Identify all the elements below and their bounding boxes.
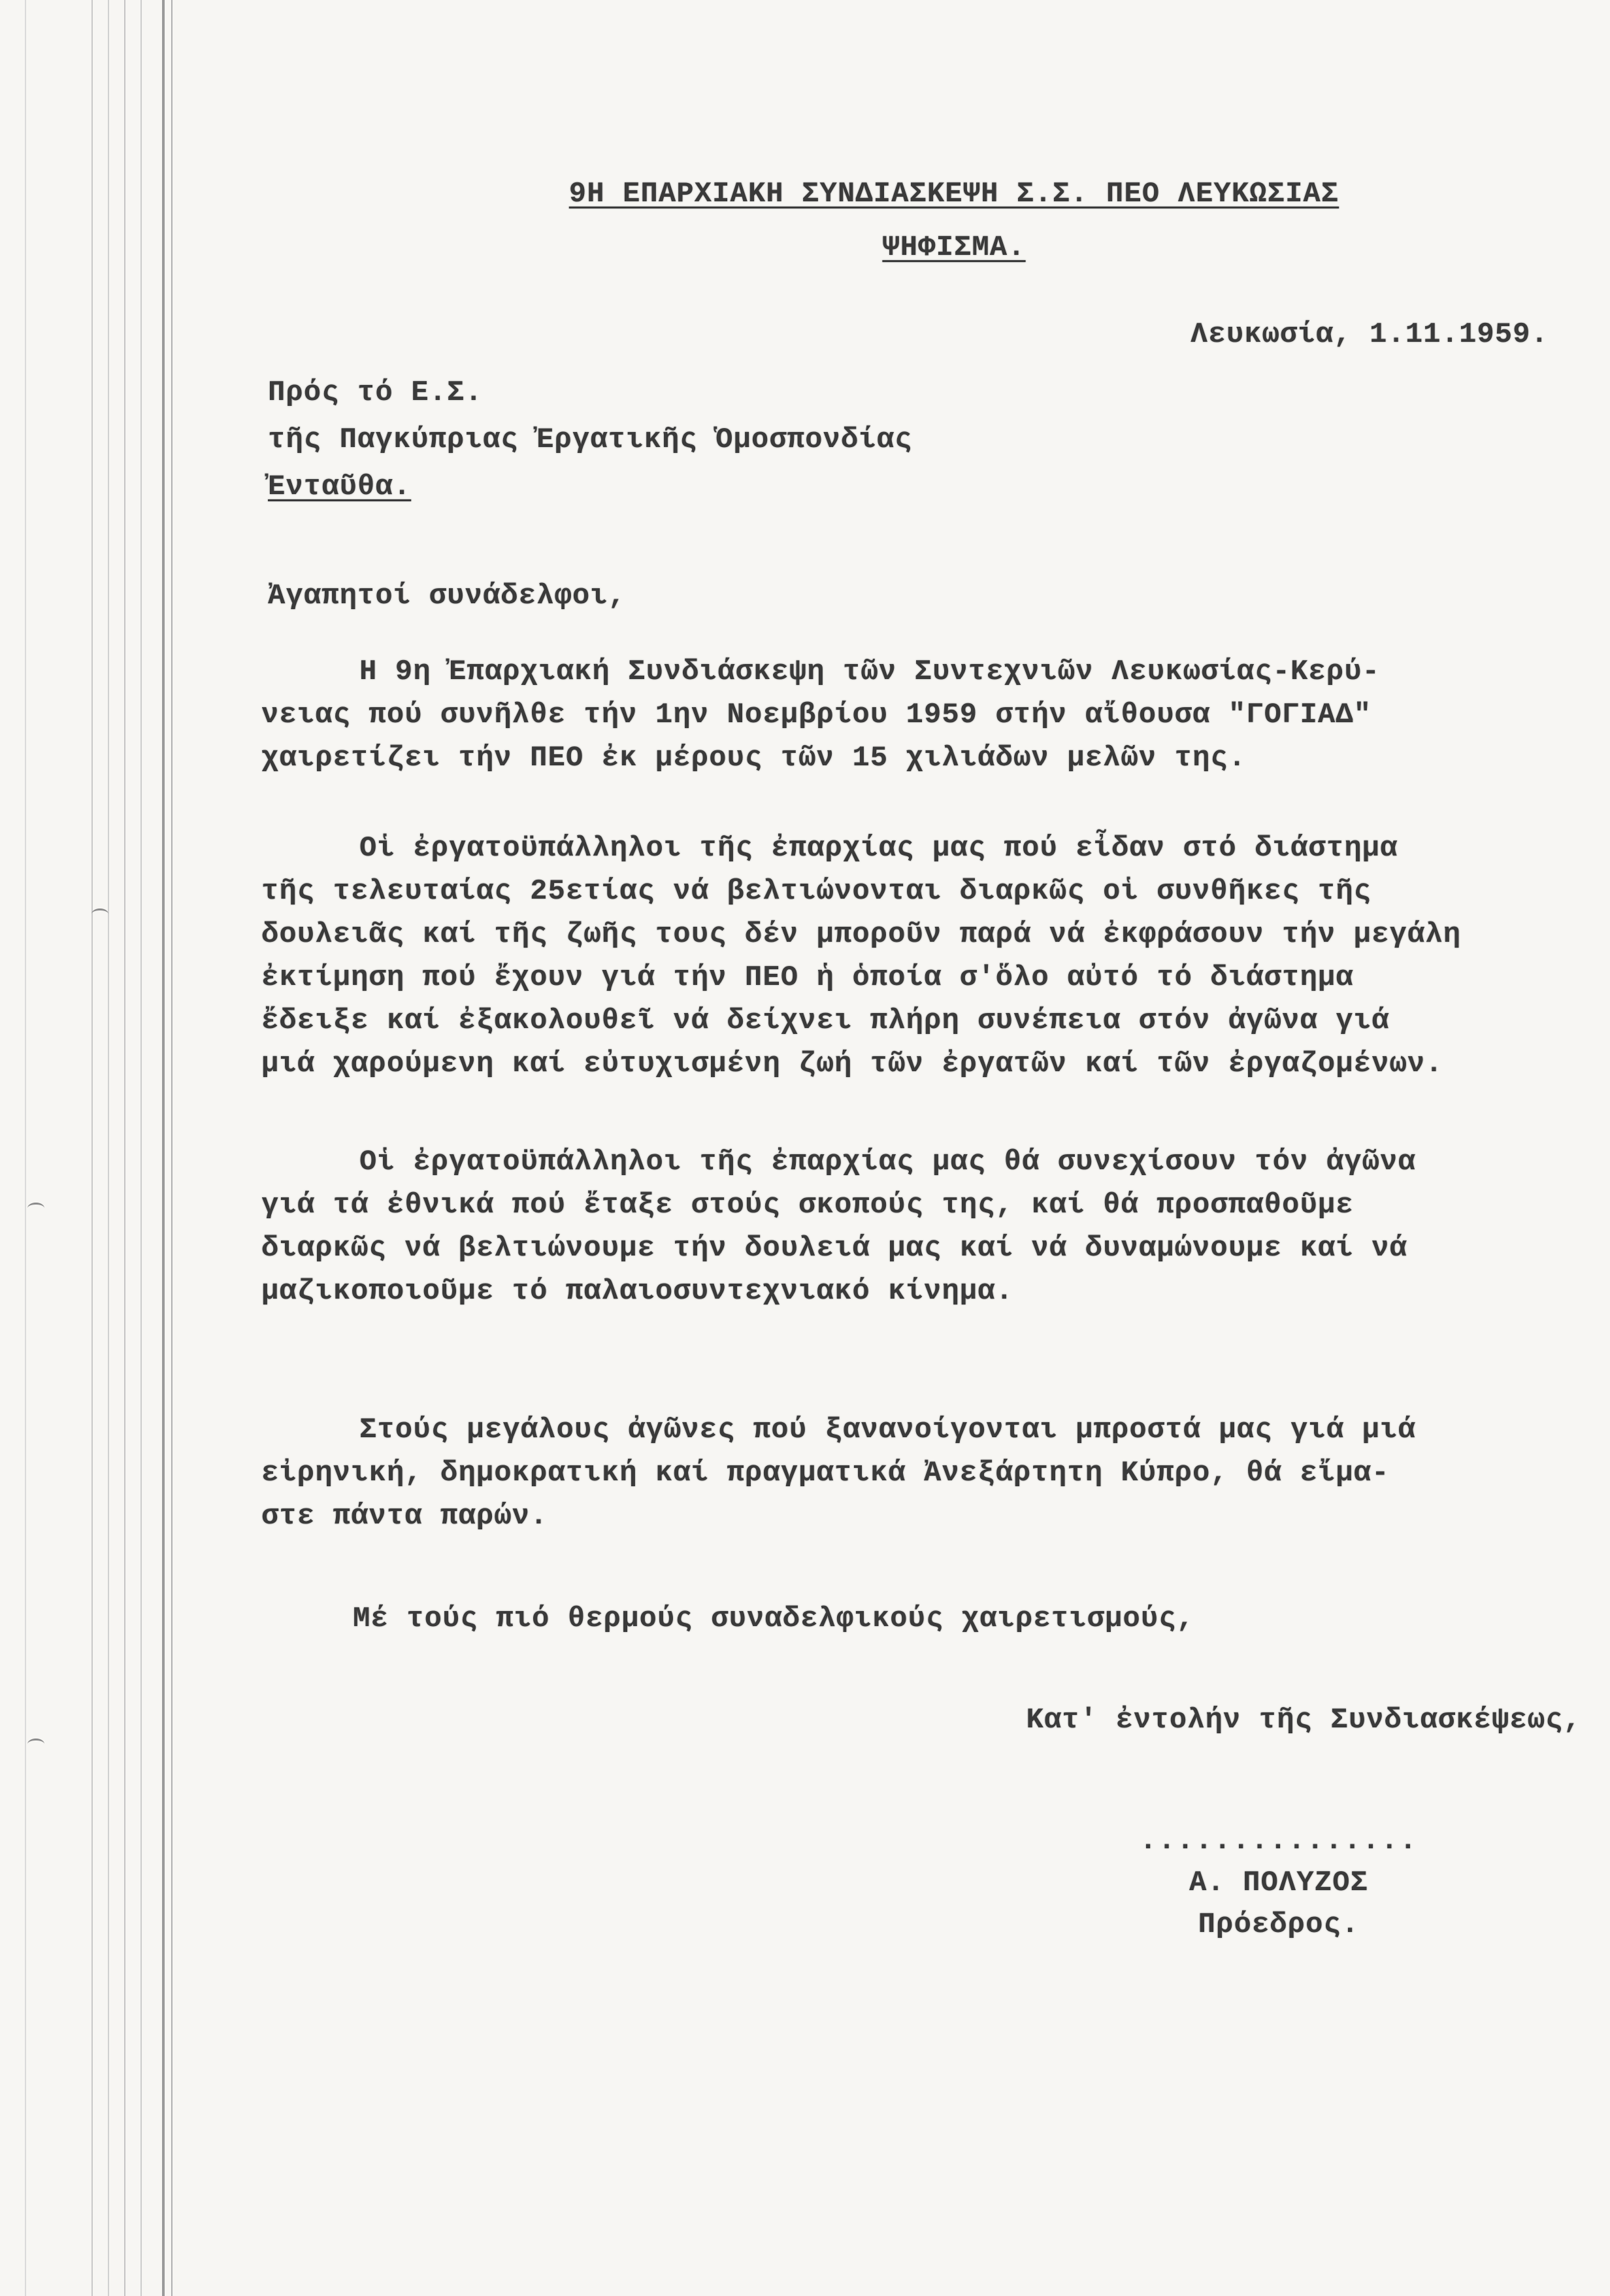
paragraph-line: διαρκῶς νά βελτιώνουμε τήν δουλειά μας καί νά δυναμώνουμε καί νά: [261, 1232, 1407, 1265]
paragraph-line: νειας πού συνῆλθε τήν 1ην Νοεμβρίου 1959 στήν αἴθουσα "ΓΟΓΙΑΔ": [261, 699, 1372, 731]
binding-rule: [171, 0, 172, 2296]
binding-rule: [124, 0, 125, 2296]
signoff-line: Κατ' ἐντολήν τῆς Συνδιασκέψεως,: [1026, 1704, 1581, 1737]
signature-block: [1140, 1820, 1418, 1946]
paragraph-line: χαιρετίζει τήν ΠΕΟ ἐκ μέρους τῶν 15 χιλιάδων μελῶν της.: [261, 742, 1247, 774]
title-line-2: ΨΗΦΙΣΜΑ.: [882, 231, 1026, 264]
paragraph-1: [261, 650, 1588, 780]
scan-binding-margin: [0, 0, 176, 2296]
addressee-block: [268, 376, 913, 517]
binding-mark: [91, 908, 108, 920]
binding-rule: [91, 0, 93, 2296]
paragraph-line: τῆς τελευταίας 25ετίας νά βελτιώνονται διαρκῶς οἱ συνθῆκες τῆς: [261, 875, 1372, 908]
closing-greeting: Μέ τούς πιό θερμούς συναδελφικούς χαιρετισμούς,: [353, 1603, 1195, 1635]
paragraph-line: Η 9η Ἐπαρχιακή Συνδιάσκεψη τῶν Συντεχνιῶν Λευκωσίας-Κερύ-: [359, 656, 1381, 688]
paragraph-line: Οἱ ἐργατοϋπάλληλοι τῆς ἐπαρχίας μας θά συνεχίσουν τόν ἀγῶνα: [359, 1146, 1416, 1178]
binding-rule: [140, 0, 142, 2296]
paragraph-line: ἔδειξε καί ἐξακολουθεῖ νά δείχνει πλήρη συνέπεια στόν ἀγῶνα γιά: [261, 1005, 1390, 1037]
paragraph-line: γιά τά ἐθνικά πού ἔταξε στούς σκοπούς της, καί θά προσπαθοῦμε: [261, 1189, 1354, 1222]
paragraph-4: [261, 1408, 1588, 1538]
addressee-line: τῆς Παγκύπριας Ἐργατικῆς Ὁμοσπονδίας: [268, 424, 913, 456]
paragraph-line: δουλειᾶς καί τῆς ζωῆς τους δέν μποροῦν παρά νά ἐκφράσουν τήν μεγάλη: [261, 918, 1462, 951]
paragraph-line: μιά χαρούμενη καί εὐτυχισμένη ζωή τῶν ἐργατῶν καί τῶν ἐργαζομένων.: [261, 1048, 1443, 1080]
addressee-line: Πρός τό Ε.Σ.: [268, 376, 483, 409]
binding-rule: [25, 0, 26, 2296]
binding-rule: [162, 0, 165, 2296]
paragraph-line: μαζικοποιοῦμε τό παλαιοσυντεχνιακό κίνημα.: [261, 1275, 1013, 1308]
salutation: Ἀγαπητοί συνάδελφοι,: [268, 580, 627, 612]
paragraph-line: εἰρηνική, δημοκρατική καί πραγματικά Ἀνεξάρτητη Κύπρο, θά εἴμα-: [261, 1457, 1390, 1489]
paragraph-line: στε πάντα παρών.: [261, 1500, 548, 1533]
paragraph-line: Στούς μεγάλους ἀγῶνες πού ξανανοίγονται μπροστά μας γιά μιά: [359, 1414, 1416, 1446]
letter-date: Λευκωσία, 1.11.1959.: [1190, 318, 1549, 351]
signatory-title: Πρόεδρος.: [1198, 1908, 1360, 1941]
binding-mark: [27, 1739, 44, 1750]
binding-rule: [108, 0, 109, 2296]
paragraph-3: [261, 1140, 1588, 1313]
title-line-1: 9Η ΕΠΑΡΧΙΑΚΗ ΣΥΝΔΙΑΣΚΕΨΗ Σ.Σ. ΠΕΟ ΛΕΥΚΩΣΙΑΣ: [568, 178, 1339, 210]
paragraph-line: Οἱ ἐργατοϋπάλληλοι τῆς ἐπαρχίας μας πού εἶδαν στό διάστημα: [359, 832, 1398, 865]
binding-mark: [27, 1203, 44, 1214]
paragraph-line: ἐκτίμηση πού ἔχουν γιά τήν ΠΕΟ ἡ ὁποία σ'ὅλο αὐτό τό διάστημα: [261, 961, 1354, 994]
signature-dots: ...............: [1139, 1825, 1418, 1857]
addressee-line: Ἐνταῦθα.: [268, 471, 412, 503]
paragraph-2: [261, 827, 1588, 1086]
document-title: [477, 180, 1431, 262]
signatory-name: Α. ΠΟΛΥΖΟΣ: [1189, 1867, 1368, 1899]
